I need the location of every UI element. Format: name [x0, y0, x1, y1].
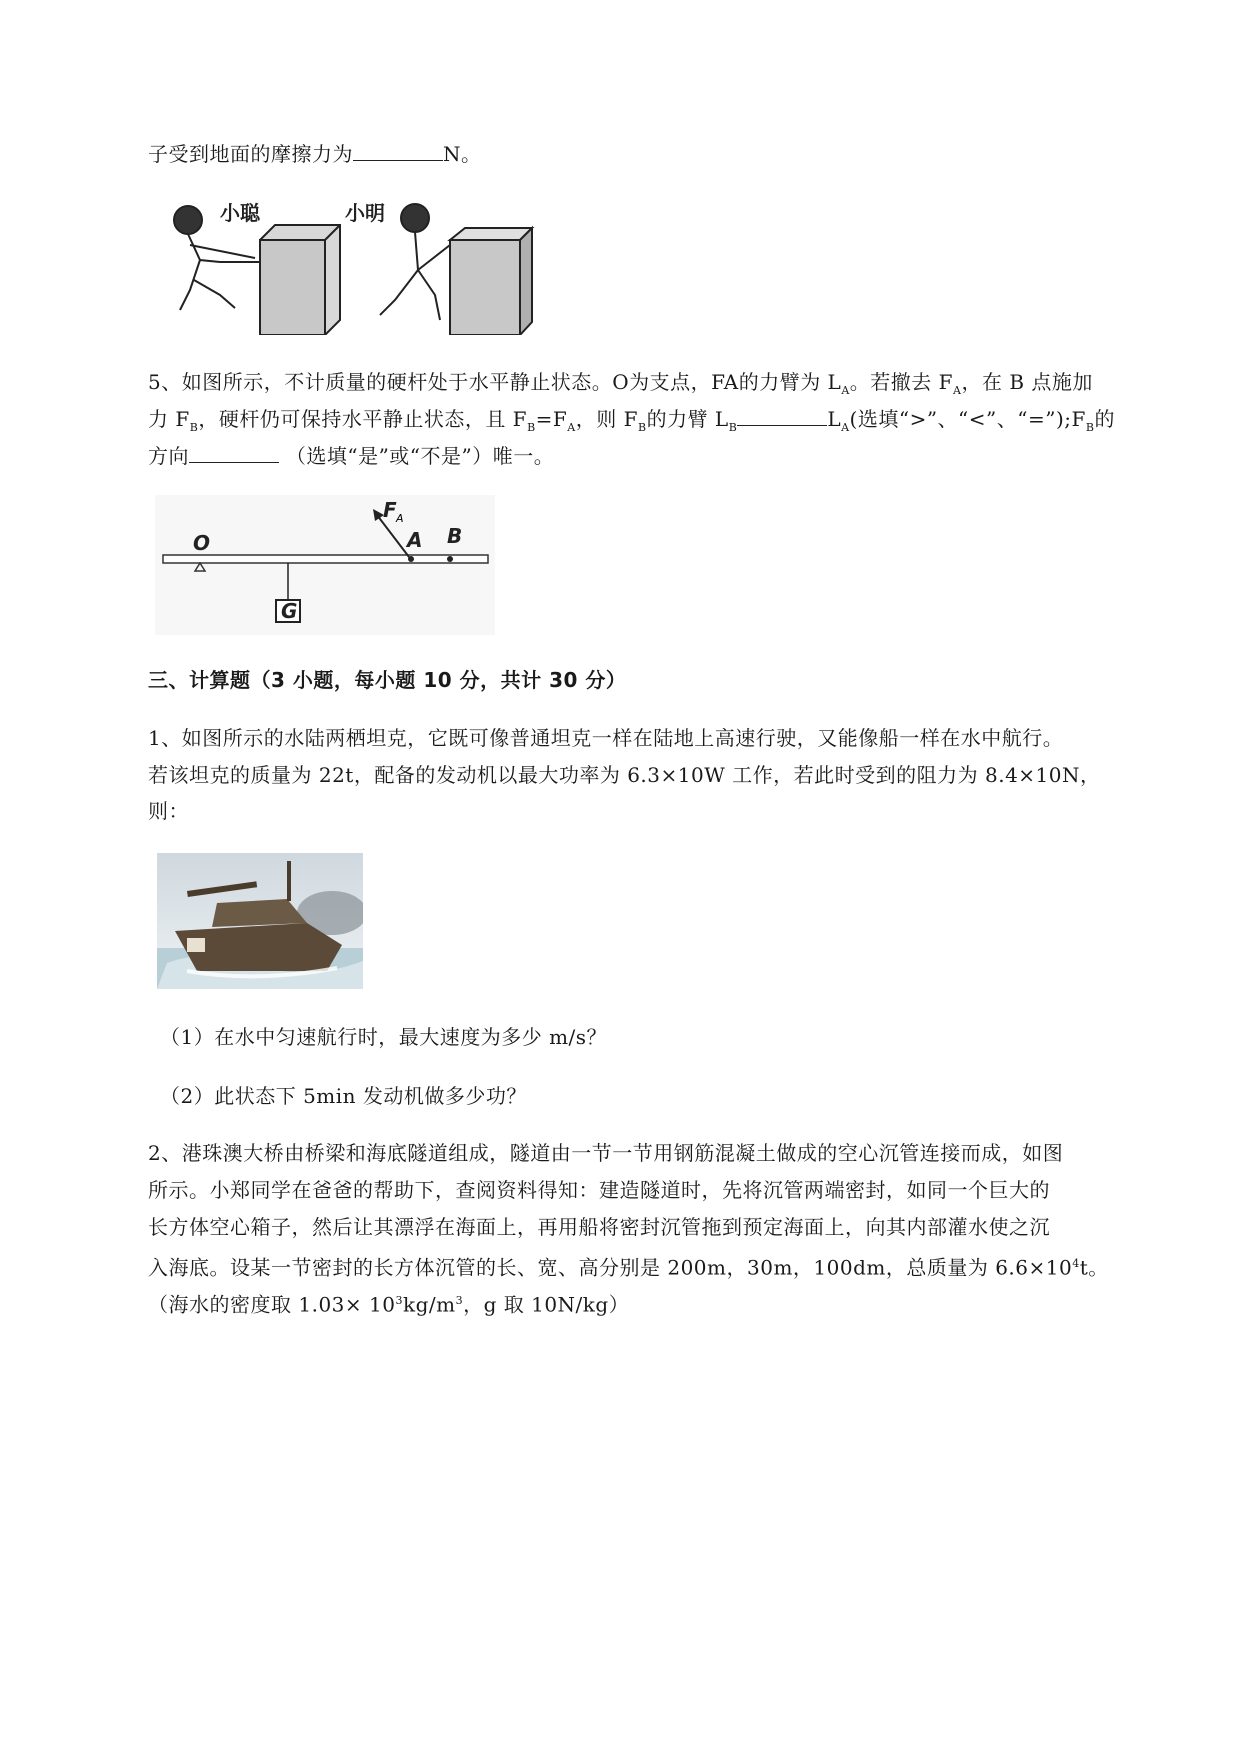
c2-line-3: 长方体空心箱子，然后让其漂浮在海面上，再用船将密封沉管拖到预定海面上，向其内部灌水使之沉 — [148, 1215, 1050, 1239]
c1-sub-question-1: （1）在水中匀速航行时，最大速度为多少 m/s？ — [160, 1025, 608, 1049]
q5-text: 力 F — [148, 407, 190, 431]
q5-text: ，硬杆仍可保持水平静止状态，且 F — [198, 407, 528, 431]
c1-line-1: 1、如图所示的水陆两栖坦克，它既可像普通坦克一样在陆地上高速行驶，又能像船一样在水中航行。 — [148, 726, 1064, 750]
label-xiaoming: 小明 — [345, 201, 385, 225]
q5-text: 5、如图所示，不计质量的硬杆处于水平静止状态。O为支点，FA的力臂为 L — [148, 370, 842, 394]
c2-sup: 3 — [395, 1294, 403, 1307]
q5-text: L — [827, 407, 842, 431]
q5-sub: A — [841, 384, 850, 397]
label-xiaocong: 小聪 — [220, 201, 260, 225]
label-a: A — [407, 528, 423, 552]
q5-text: (选填“>”、“<”、“=”);F — [849, 407, 1086, 431]
q5-sub: A — [567, 421, 576, 434]
right-child-figure — [380, 204, 450, 320]
c1-line-2: 若该坦克的质量为 22t，配备的发动机以最大功率为 6.3×10W 工作，若此时受到的阻力为 8.4×10N， — [148, 763, 1101, 787]
right-box — [450, 228, 532, 335]
c2-line-2: 所示。小郑同学在爸爸的帮助下，查阅资料得知：建造隧道时，先将沉管两端密封，如同一个巨大的 — [148, 1178, 1050, 1202]
label-fa: F — [383, 498, 397, 522]
q5-text: 。若撤去 F — [849, 370, 954, 394]
q4-tail-line — [148, 140, 482, 168]
label-fa-sub: A — [396, 512, 404, 525]
c2-text: kg/m — [402, 1292, 456, 1317]
q5-text: =F — [535, 407, 568, 431]
label-g: G — [281, 599, 298, 623]
tank-photo — [157, 853, 363, 989]
q4-answer-blank[interactable] — [353, 140, 443, 161]
c2-text: 入海底。设某一节密封的长方体沉管的长、宽、高分别是 200m，30m，100dm，总质量为 6.6×10 — [148, 1255, 1073, 1280]
q5-sub: A — [841, 421, 850, 434]
c2-text: （海水的密度取 1.03× 10 — [148, 1292, 396, 1317]
q5-text: 的 — [1094, 407, 1115, 431]
q4-unit: N。 — [443, 142, 482, 166]
q5-sub: B — [1085, 421, 1095, 434]
q5-sub: B — [728, 421, 738, 434]
q5-text: ，则 F — [575, 407, 638, 431]
q5-line-3 — [148, 442, 554, 470]
c1-line-3: 则： — [148, 799, 189, 823]
c2-text: ，g 取 10N/kg） — [463, 1292, 630, 1317]
q5-line-2 — [148, 405, 1115, 442]
label-b: B — [447, 524, 463, 548]
lever-rod — [163, 555, 488, 563]
c2-line-5 — [148, 1287, 629, 1319]
q5-text: （选填“是”或“不是”）唯一。 — [285, 444, 555, 468]
q5-sub: B — [637, 421, 647, 434]
c2-sup: 4 — [1072, 1257, 1080, 1270]
c2-text: t。 — [1079, 1255, 1109, 1280]
section-3-title: 三、计算题（3 小题，每小题 10 分，共计 30 分） — [148, 668, 627, 692]
q5-text: 方向 — [148, 444, 189, 468]
q5-text: 的力臂 L — [646, 407, 729, 431]
c1-sub-question-2: （2）此状态下 5min 发动机做多少功？ — [160, 1084, 527, 1108]
lever-figure — [155, 495, 495, 635]
q5-line-1 — [148, 368, 1093, 405]
c2-line-1: 2、港珠澳大桥由桥梁和海底隧道组成，隧道由一节一节用钢筋混凝土做成的空心沉管连接而成，如图 — [148, 1141, 1064, 1165]
q4-tail-text: 子受到地面的摩擦力为 — [148, 142, 353, 166]
q5-sub: B — [189, 421, 199, 434]
q5-answer-blank-1[interactable] — [737, 405, 827, 426]
q5-text: ，在 B 点施加 — [961, 370, 1093, 394]
q5-sub: A — [953, 384, 962, 397]
c2-line-4 — [148, 1250, 1109, 1282]
left-box — [260, 225, 340, 335]
push-figure — [160, 190, 540, 335]
label-o: O — [193, 531, 211, 555]
q5-answer-blank-2[interactable] — [189, 442, 279, 463]
q5-sub: B — [527, 421, 536, 434]
c2-sup: 3 — [455, 1294, 464, 1307]
